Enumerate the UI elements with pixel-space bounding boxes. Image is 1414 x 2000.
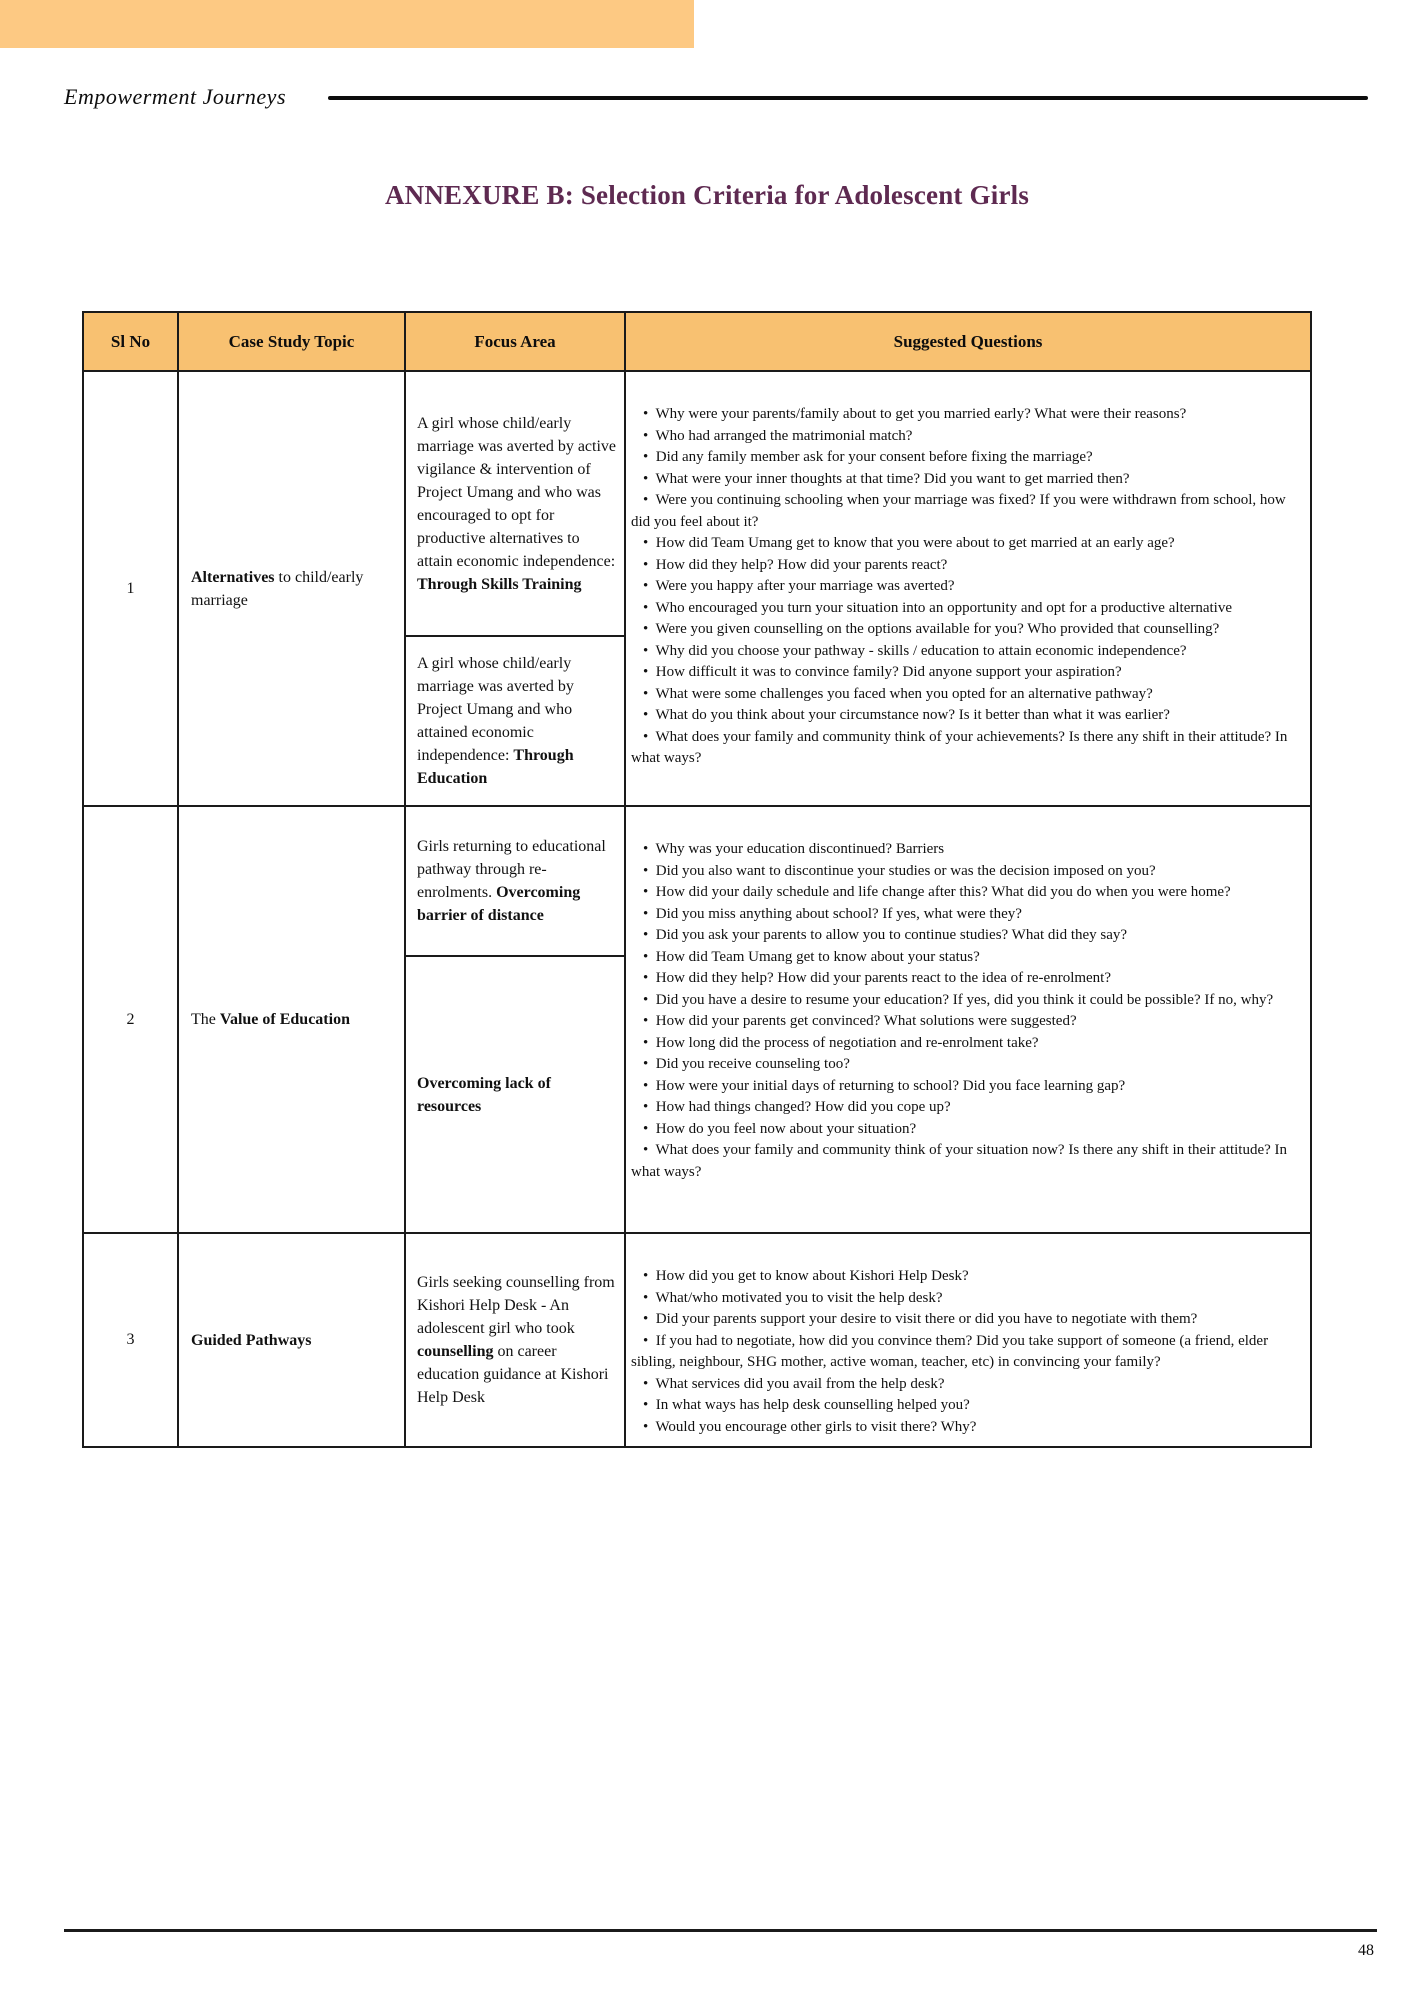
cell-topic-2: The Value of Education	[178, 806, 405, 1233]
question-item: • Were you happy after your marriage was averted?	[643, 578, 955, 594]
col-header-sl-no: Sl No	[83, 312, 178, 371]
cell-questions-1	[625, 371, 1311, 806]
question-item: • What were your inner thoughts at that time? Did you want to get married then?	[643, 470, 1130, 487]
question-item: • Did you ask your parents to allow you to continue studies? What did they say?	[643, 927, 1128, 943]
question-item: • What were some challenges you faced when you opted for an alternative pathway?	[643, 685, 1153, 702]
question-item: • In what ways has help desk counselling helped you?	[643, 1397, 970, 1413]
question-item: • Were you given counselling on the options available for you? Who provided that counselling?	[643, 621, 1220, 637]
question-item: • How did your daily schedule and life change after this? What did you do when you were home?	[643, 884, 1231, 900]
question-item: • Why were your parents/family about to get you married early? What were their reasons?	[643, 406, 1187, 422]
cell-questions-2	[625, 806, 1311, 1233]
cell-topic-3: Guided Pathways	[178, 1233, 405, 1447]
question-item: • Did you also want to discontinue your studies or was the decision imposed on you?	[643, 862, 1156, 879]
question-item: • What does your family and community think of your achievements? Is there any shift in their attitude? In what ways?	[631, 728, 1288, 766]
selection-criteria-table	[82, 311, 1312, 1448]
cell-focus-area-1a: A girl whose child/early marriage was averted by active vigilance & intervention of Project Umang and who was encouraged to opt for productive alternatives to attain economic independence: Through Skills Training	[405, 371, 625, 636]
question-item: • How did your parents get convinced? What solutions were suggested?	[643, 1013, 1077, 1029]
question-item: • How long did the process of negotiation and re-enrolment take?	[643, 1034, 1039, 1051]
question-item: • How had things changed? How did you cope up?	[643, 1099, 951, 1115]
cell-sl-no-3: 3	[83, 1233, 178, 1447]
table-header-row	[83, 312, 1311, 371]
question-item: • Why did you choose your pathway - skills / education to attain economic independence?	[643, 642, 1187, 659]
question-item: • Who had arranged the matrimonial match?	[643, 427, 913, 444]
question-item: • What do you think about your circumstance now? Is it better than what it was earlier?	[643, 707, 1170, 723]
page-number: 48	[1358, 1942, 1374, 1959]
cell-focus-area-1b: A girl whose child/early marriage was averted by Project Umang and who attained economic independence: Through Education	[405, 636, 625, 806]
col-header-case-study-topic: Case Study Topic	[178, 312, 405, 371]
question-item: • How did you get to know about Kishori Help Desk?	[643, 1268, 969, 1284]
document-brand: Empowerment Journeys	[64, 84, 287, 109]
question-item: • How were your initial days of returning to school? Did you face learning gap?	[643, 1077, 1126, 1094]
question-item: • Did you have a desire to resume your education? If yes, did you think it could be possible? If no, why?	[643, 991, 1274, 1008]
table-row-3	[83, 1233, 1311, 1447]
question-item: • If you had to negotiate, how did you convince them? Did you take support of someone (a friend, elder sibling, neighbour, SHG mother, active woman, teacher, etc) in convincing your family?	[631, 1332, 1269, 1370]
top-orange-banner	[0, 0, 694, 48]
question-item: • Did you miss anything about school? If yes, what were they?	[643, 905, 1022, 922]
question-item: • Who encouraged you turn your situation into an opportunity and opt for a productive alternative	[643, 599, 1232, 616]
cell-sl-no-1: 1	[83, 371, 178, 806]
page-title: ANNEXURE B: Selection Criteria for Adolescent Girls	[384, 180, 1030, 210]
cell-focus-area-2b: Overcoming lack of resources	[405, 956, 625, 1233]
header-divider-line	[328, 96, 1368, 100]
col-header-suggested-questions: Suggested Questions	[625, 312, 1311, 371]
question-item: • Did your parents support your desire to visit there or did you have to negotiate with them?	[643, 1311, 1198, 1327]
table-row-1	[83, 371, 1311, 636]
question-item: • How difficult it was to convince family? Did anyone support your aspiration?	[643, 664, 1122, 680]
footer-divider-line	[64, 1929, 1377, 1932]
header-row	[64, 84, 1368, 110]
cell-sl-no-2: 2	[83, 806, 178, 1233]
question-item: • How do you feel now about your situation?	[643, 1120, 917, 1137]
question-item: • What does your family and community think of your situation now? Is there any shift in their attitude? In what ways?	[631, 1142, 1288, 1180]
question-item: • Were you continuing schooling when your marriage was fixed? If you were withdrawn from school, how did you feel about it?	[631, 492, 1286, 530]
question-item: • What/who motivated you to visit the help desk?	[643, 1289, 943, 1306]
question-item: • Did you receive counseling too?	[643, 1056, 850, 1072]
col-header-focus-area: Focus Area	[405, 312, 625, 371]
cell-questions-3	[625, 1233, 1311, 1447]
question-item: • Would you encourage other girls to visit there? Why?	[643, 1418, 977, 1435]
question-item: • How did Team Umang get to know about your status?	[643, 948, 980, 965]
question-item: • How did they help? How did your parents react?	[643, 556, 948, 573]
question-item: • How did they help? How did your parents react to the idea of re-enrolment?	[643, 970, 1112, 986]
question-item: • Did any family member ask for your consent before fixing the marriage?	[643, 449, 1093, 465]
question-item: • How did Team Umang get to know that you were about to get married at an early age?	[643, 535, 1175, 551]
cell-topic-1: Alternatives to child/early marriage	[178, 371, 405, 806]
question-item: • Why was your education discontinued? Barriers	[643, 841, 945, 857]
question-item: • What services did you avail from the help desk?	[643, 1375, 945, 1392]
cell-focus-area-2a: Girls returning to educational pathway through re-enrolments. Overcoming barrier of distance	[405, 806, 625, 956]
cell-focus-area-3: Girls seeking counselling from Kishori Help Desk - An adolescent girl who took counselling on career education guidance at Kishori Help Desk	[405, 1233, 625, 1447]
table-row-2	[83, 806, 1311, 956]
